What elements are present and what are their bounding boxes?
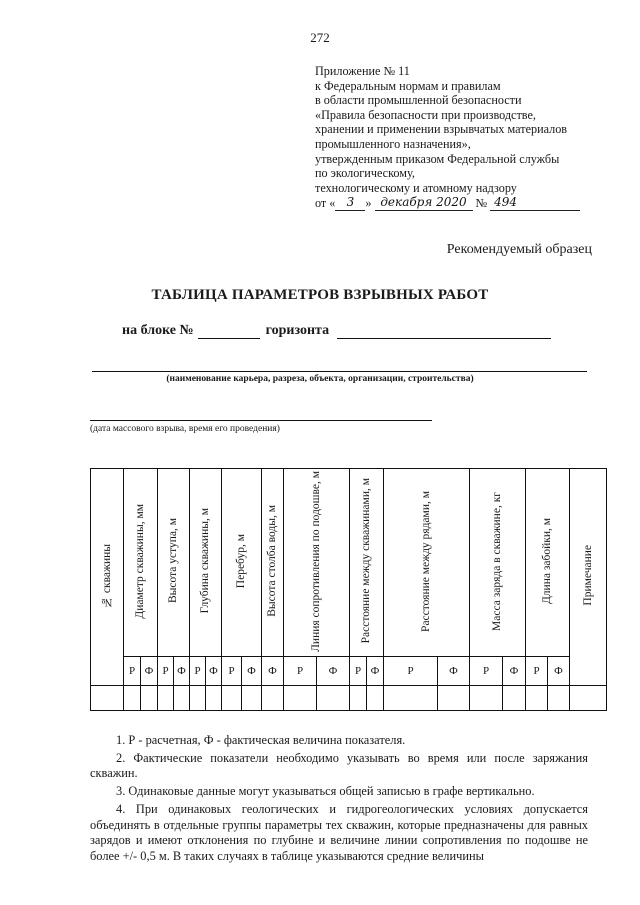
document-title: ТАБЛИЦА ПАРАМЕТРОВ ВЗРЫВНЫХ РАБОТ (151, 287, 489, 303)
table-cell[interactable] (470, 686, 503, 711)
handwritten-order-number: 494 (490, 195, 580, 211)
col-header-charge-mass: Масса заряда в скважине, кг (491, 491, 503, 631)
table-cell[interactable] (174, 686, 190, 711)
date-mid: » (365, 196, 372, 211)
table-cell[interactable] (242, 686, 262, 711)
table-row (91, 686, 607, 711)
header-cell (526, 469, 570, 657)
header-cell (350, 469, 384, 657)
table-cell[interactable] (206, 686, 222, 711)
blast-date-field[interactable] (90, 420, 432, 421)
table-cell[interactable] (158, 686, 174, 711)
subheader-p: Р (190, 657, 206, 686)
block-label: на блоке № (122, 323, 194, 338)
handwritten-day: 3 (335, 195, 365, 211)
subheader-f: Ф (174, 657, 190, 686)
subheader-p: Р (222, 657, 242, 686)
appendix-line: утвержденным приказом Федеральной службы (315, 151, 560, 166)
header-cell (124, 469, 158, 657)
horizon-label: горизонта (265, 323, 330, 338)
handwritten-month-year: декабря 2020 (375, 195, 473, 211)
date-prefix: от « (315, 196, 336, 211)
table-cell[interactable] (262, 686, 284, 711)
page-number: 272 (310, 30, 330, 45)
appendix-line: к Федеральным нормам и правилам (315, 78, 501, 93)
table-cell[interactable] (384, 686, 438, 711)
appendix-line: Приложение № 11 (315, 64, 410, 78)
note-paragraph: 2. Фактические показатели необходимо указывать во время или после заряжания скважин. (90, 751, 588, 781)
header-cell (91, 469, 124, 686)
col-header-subdrilling: Перебур, м (235, 533, 247, 589)
subheader-f: Ф (141, 657, 158, 686)
header-cell (570, 469, 607, 686)
date-caption: (дата массового взрыва, время его проведения) (90, 424, 280, 434)
header-cell (470, 469, 526, 657)
subheader-f: Ф (317, 657, 350, 686)
col-header-stemming-length: Длина забойки, м (541, 517, 553, 605)
note-paragraph: 1. Р - расчетная, Ф - фактическая величина показателя. (116, 733, 406, 747)
horizon-field[interactable] (337, 324, 551, 339)
subheader-f: Ф (548, 657, 570, 686)
blast-parameters-table (90, 468, 607, 711)
appendix-line: технологическому и атомному надзору (315, 180, 517, 195)
appendix-line: в области промышленной безопасности (315, 93, 522, 108)
col-header-bench-height: Высота уступа, м (167, 518, 179, 604)
col-header-note: Примечание (581, 545, 594, 606)
table-subheader-row (91, 657, 607, 686)
notes-section (90, 733, 588, 867)
subheader-f: Ф (367, 657, 384, 686)
order-date-line (315, 195, 615, 211)
table-cell[interactable] (317, 686, 350, 711)
col-header-water-column: Высота столба воды, м (266, 505, 278, 617)
table-cell[interactable] (222, 686, 242, 711)
table-cell[interactable] (284, 686, 317, 711)
table-cell[interactable] (438, 686, 470, 711)
table-cell[interactable] (367, 686, 384, 711)
subheader-f: Ф (503, 657, 526, 686)
subheader-p: Р (284, 657, 317, 686)
header-cell (384, 469, 470, 657)
col-header-spacing-rows: Расстояние между рядами, м (420, 490, 432, 632)
table-cell[interactable] (141, 686, 158, 711)
note-paragraph: 3. Одинаковые данные могут указываться общей записью в графе вертикально. (116, 784, 535, 799)
header-cell (222, 469, 262, 657)
subheader-p: Р (470, 657, 503, 686)
col-header-well-number: № скважины (100, 543, 113, 608)
subheader-p: Р (158, 657, 174, 686)
subheader-f: Ф (242, 657, 262, 686)
table-cell[interactable] (570, 686, 607, 711)
table-cell[interactable] (124, 686, 141, 711)
subheader-p: Р (526, 657, 548, 686)
table-cell[interactable] (548, 686, 570, 711)
subheader-f: Ф (438, 657, 470, 686)
appendix-line: промышленного назначения», (315, 136, 471, 151)
block-number-field[interactable] (198, 324, 260, 339)
appendix-header (315, 64, 615, 211)
table-cell[interactable] (350, 686, 367, 711)
table-cell[interactable] (503, 686, 526, 711)
org-name-field[interactable] (92, 371, 587, 372)
recommended-sample-label: Рекомендуемый образец (446, 242, 592, 257)
subheader-p: Р (124, 657, 141, 686)
subheader-f: Ф (206, 657, 222, 686)
col-header-burden: Линия сопротивления по подошве, м (310, 470, 322, 652)
note-paragraph: 4. При одинаковых геологических и гидрогеологических условиях допускается объединять в отдельные группы параметры тех скважин, которые предназначены для равных зарядов и имеют отклонения по глубине и величине линии сопротивления по подошве не более +/- 0,5 м. В таких случаях в таблице указываются средние величины (90, 802, 588, 863)
header-cell (158, 469, 190, 657)
number-prefix: № (475, 196, 488, 211)
header-cell (262, 469, 284, 657)
col-header-diameter: Диаметр скважины, мм (134, 503, 146, 619)
col-header-well-depth: Глубина скважины, м (199, 508, 211, 614)
org-caption: (наименование карьера, разреза, объекта, организации, строительства) (166, 374, 474, 384)
header-cell (190, 469, 222, 657)
header-cell (284, 469, 350, 657)
block-horizon-row (122, 323, 551, 339)
table-cell[interactable] (190, 686, 206, 711)
subheader-f: Ф (262, 657, 284, 686)
table-cell[interactable] (526, 686, 548, 711)
subheader-p: Р (350, 657, 367, 686)
appendix-line: по экологическому, (315, 166, 415, 181)
appendix-line: «Правила безопасности при производстве, (315, 107, 536, 122)
col-header-spacing-wells: Расстояние между скважинами, м (360, 478, 372, 644)
table-cell[interactable] (91, 686, 124, 711)
subheader-p: Р (384, 657, 438, 686)
table-header-row (91, 469, 607, 657)
appendix-line: хранении и применении взрывчатых материалов (315, 122, 568, 137)
